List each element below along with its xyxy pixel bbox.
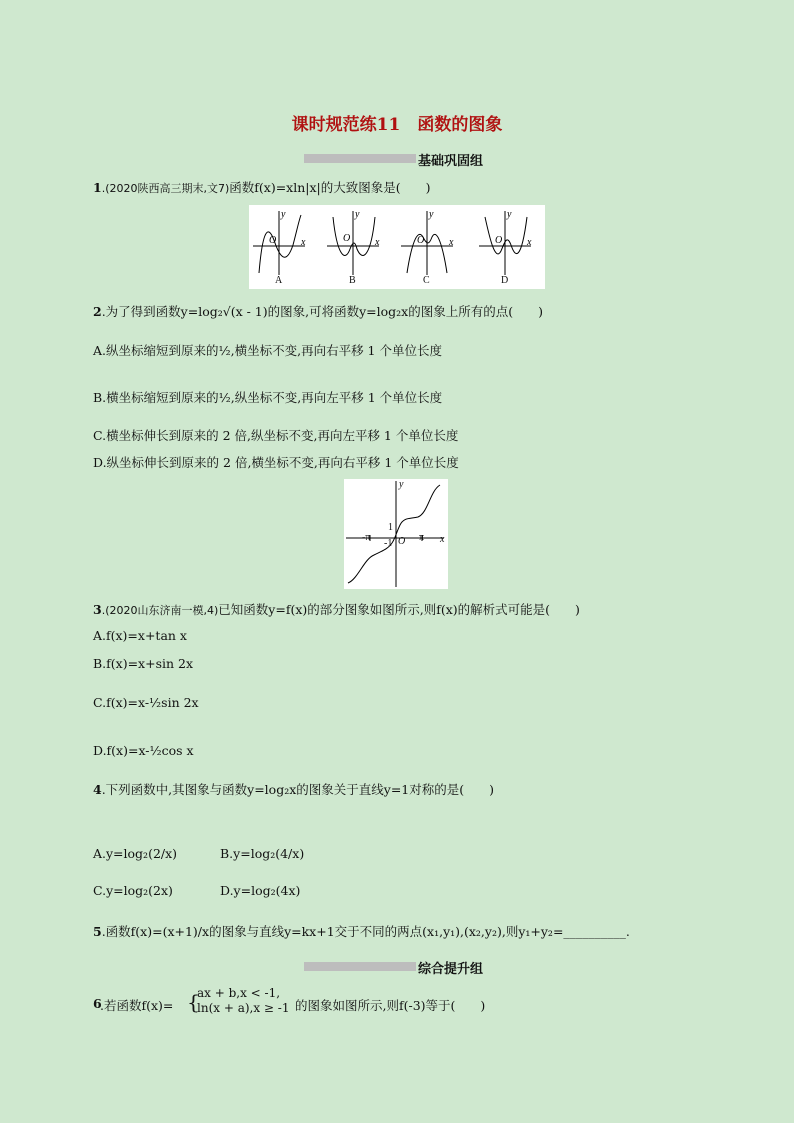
question-number: 1 bbox=[93, 180, 102, 195]
q3-option-b: B.f(x)=x+sin 2x bbox=[93, 656, 194, 671]
question-5 bbox=[93, 922, 630, 940]
question-number: 3 bbox=[93, 602, 102, 617]
section-bar bbox=[304, 154, 416, 163]
svg-text:O: O bbox=[417, 235, 425, 246]
svg-text:y: y bbox=[281, 209, 286, 220]
tick-label-neg-pi: -π bbox=[362, 532, 371, 543]
question-stem: 函数f(x)=xln|x|的大致图象是( ) bbox=[229, 180, 431, 195]
question-stem: .下列函数中,其图象与函数y=log₂x的图象关于直线y=1对称的是( ) bbox=[101, 782, 495, 797]
piecewise-case-1: ax + b,x < -1, bbox=[197, 986, 281, 1000]
brace-icon: { bbox=[187, 990, 200, 1014]
option-label-a: A bbox=[275, 275, 283, 286]
question-number: 4 bbox=[93, 782, 102, 797]
piecewise-case-2: ln(x + a),x ≥ -1 bbox=[197, 1001, 290, 1015]
option-label-c: C bbox=[423, 275, 430, 286]
question-stem-post: 的图象如图所示,则f(-3)等于( ) bbox=[295, 998, 486, 1013]
q3-graph-svg bbox=[344, 479, 448, 589]
question-2 bbox=[93, 302, 543, 320]
question-number: 6 bbox=[93, 996, 102, 1011]
axis-label-y: y bbox=[399, 479, 404, 490]
q4-option-b: B.y=log₂(4/x) bbox=[220, 846, 305, 861]
q4-option-a: A.y=log₂(2/x) bbox=[93, 846, 178, 861]
q4-option-d: D.y=log₂(4x) bbox=[220, 883, 301, 898]
svg-text:O: O bbox=[269, 235, 277, 246]
q3-option-c: C.f(x)=x-½sin 2x bbox=[93, 695, 199, 710]
option-label-b: B bbox=[349, 275, 356, 286]
tick-label-one: 1 bbox=[388, 522, 393, 533]
question-stem: 已知函数y=f(x)的部分图象如图所示,则f(x)的解析式可能是( ) bbox=[218, 602, 580, 617]
section-label: 基础巩固组 bbox=[418, 154, 484, 169]
question-1 bbox=[93, 178, 431, 196]
svg-text:y: y bbox=[429, 209, 434, 220]
q2-option-b: B.横坐标缩短到原来的½,纵坐标不变,再向左平移 1 个单位长度 bbox=[93, 390, 443, 405]
svg-text:x: x bbox=[375, 237, 380, 248]
page-title: 课时规范练11 函数的图象 bbox=[291, 115, 503, 135]
q2-option-a: A.纵坐标缩短到原来的½,横坐标不变,再向右平移 1 个单位长度 bbox=[93, 343, 442, 358]
option-label-d: D bbox=[501, 275, 509, 286]
question-4 bbox=[93, 780, 494, 798]
svg-text:x: x bbox=[527, 237, 532, 248]
tick-label-pi: π bbox=[419, 532, 425, 543]
q3-option-a: A.f(x)=x+tan x bbox=[93, 628, 187, 643]
svg-text:x: x bbox=[449, 237, 454, 248]
svg-text:O: O bbox=[343, 233, 351, 244]
q3-option-d: D.f(x)=x-½cos x bbox=[93, 743, 194, 758]
question-number: 5 bbox=[93, 924, 102, 939]
svg-text:O: O bbox=[495, 235, 503, 246]
q3-graph bbox=[344, 479, 448, 589]
section-header-basic bbox=[304, 150, 544, 167]
tick-label-neg-one: -1 bbox=[384, 538, 393, 549]
q2-option-d: D.纵坐标伸长到原来的 2 倍,横坐标不变,再向右平移 1 个单位长度 bbox=[93, 455, 459, 470]
svg-text:x: x bbox=[301, 237, 306, 248]
section-label: 综合提升组 bbox=[418, 962, 484, 977]
section-header-advanced bbox=[304, 958, 544, 975]
question-source: .(2020山东济南一模,4) bbox=[101, 604, 219, 617]
axis-label-x: x bbox=[440, 534, 445, 545]
q1-option-graphs bbox=[249, 205, 545, 289]
section-bar bbox=[304, 962, 416, 971]
origin-label: O bbox=[398, 536, 406, 547]
q2-option-c: C.横坐标伸长到原来的 2 倍,纵坐标不变,再向左平移 1 个单位长度 bbox=[93, 428, 459, 443]
question-number: 2 bbox=[93, 304, 102, 319]
question-stem: .为了得到函数y=log₂√(x - 1)的图象,可将函数y=log₂x的图象上所有的点( ) bbox=[101, 304, 543, 319]
question-stem-pre: .若函数f(x)= bbox=[100, 998, 174, 1013]
question-stem: .函数f(x)=(x+1)/x的图象与直线y=kx+1交于不同的两点(x₁,y₁),(x₂,y₂),则y₁+y₂=__________. bbox=[101, 924, 630, 939]
question-source: .(2020陕西高三期末,文7) bbox=[101, 182, 230, 195]
svg-text:y: y bbox=[507, 209, 512, 220]
q4-option-c: C.y=log₂(2x) bbox=[93, 883, 173, 898]
svg-text:y: y bbox=[355, 209, 360, 220]
question-3 bbox=[93, 600, 580, 618]
